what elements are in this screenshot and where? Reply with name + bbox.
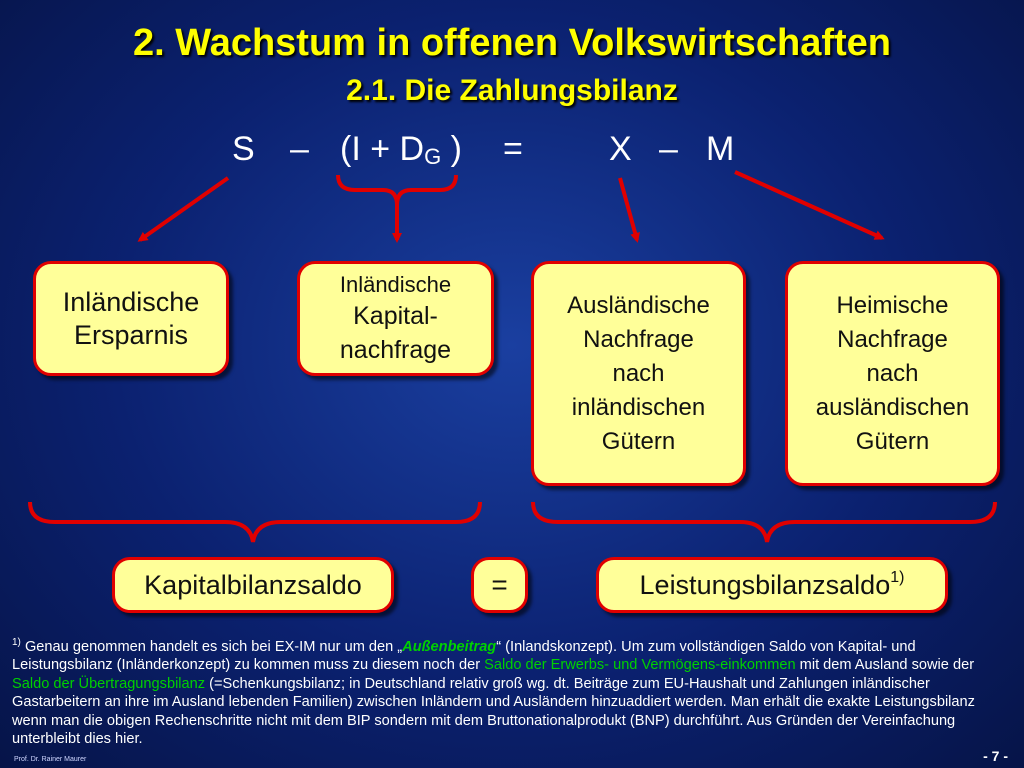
equation-m: M (706, 130, 735, 168)
equation-minus-1: – (290, 130, 309, 168)
box-capital-demand-line1: Inländische (339, 271, 452, 297)
box-domestic-savings (33, 261, 229, 376)
box-capital-balance-text: Kapitalbilanzsaldo (144, 569, 362, 600)
box-capital-demand-text (340, 271, 451, 367)
box-domestic-demand (785, 261, 1000, 486)
footnote (12, 634, 1002, 749)
equation-investment-close: ) (441, 130, 462, 168)
box-equals-text: = (491, 569, 508, 600)
box-current-account-label: Leistungsbilanzsaldo (639, 570, 891, 600)
footnote-aussenbeitrag: Außenbeitrag (402, 638, 497, 655)
brace-investment (338, 175, 456, 205)
equation-x: X (609, 130, 632, 168)
footnote-marker: 1) (12, 637, 21, 648)
footnote-text-3: “ (Inlandskonzept). Um zum vollständigen Saldo von Kapital- und Leistungsbilanz (Inländerkonzept) zu kommen muss zu diesem noch der (12, 638, 916, 674)
footnote-text-5: mit dem Ausland sowie der (795, 657, 975, 674)
box-capital-demand (297, 261, 494, 376)
equation-s: S (232, 130, 255, 168)
arrow-x-to-foreign-demand (620, 178, 637, 240)
slide-title: 2. Wachstum in offenen Volkswirtschaften (132, 22, 891, 64)
box-capital-balance (112, 557, 394, 613)
equation-investment-term (340, 130, 462, 170)
box-domestic-demand-text: Heimische Nachfrage nach ausländischen Gütern (815, 291, 970, 455)
arrow-m-to-domestic-demand (735, 172, 882, 238)
equation-subscript-g: G (424, 144, 442, 169)
brace-current-account (533, 502, 995, 542)
page-number: - 7 - (983, 748, 1008, 764)
footnote-transfer-balance: Saldo der Übertragungsbilanz (12, 675, 206, 692)
box-current-account-text (640, 569, 905, 601)
slide-subtitle: 2.1. Die Zahlungsbilanz (346, 74, 678, 107)
equation-equals: = (503, 130, 523, 168)
author-credit: Prof. Dr. Rainer Maurer (14, 756, 87, 763)
footnote-text-7: (=Schenkungsbilanz; in Deutschland relativ groß wg. dt. Beiträge zum EU-Haushalt und Zahlungen inländischer Gastarbeitern an ihre im Ausland lebenden Familien) zwischen Inländern und Ausländern hinzuaddiert werden. Man erhält die exakte Leistungsbilanz wenn man die obigen Rechenschritte nicht mit dem BIP sondern mit dem Bruttonationalprodukt (BNP) durchführt. Aus Gründen der Vereinfachung unterbleibt dies hier. (12, 675, 975, 748)
box-current-account (596, 557, 948, 613)
box-foreign-demand-text: Ausländische Nachfrage nach inländischen Gütern (567, 291, 710, 455)
footnote-text-1: Genau genommen handelt es sich bei EX-IM nur um den „ (20, 638, 403, 655)
footnote-income-balance: Saldo der Erwerbs- und Vermögens-einkommen (484, 657, 796, 674)
brace-capital-balance (30, 502, 480, 542)
box-equals (471, 557, 528, 613)
equation-investment-open: (I + D (340, 130, 425, 168)
equation-minus-2: – (659, 130, 678, 168)
arrow-s-to-savings (140, 178, 228, 240)
box-current-account-note: 1) (890, 569, 905, 586)
box-domestic-savings-text: Inländische Ersparnis (62, 286, 200, 350)
box-foreign-demand (531, 261, 746, 486)
box-capital-demand-line2: Kapital- nachfrage (339, 301, 452, 364)
